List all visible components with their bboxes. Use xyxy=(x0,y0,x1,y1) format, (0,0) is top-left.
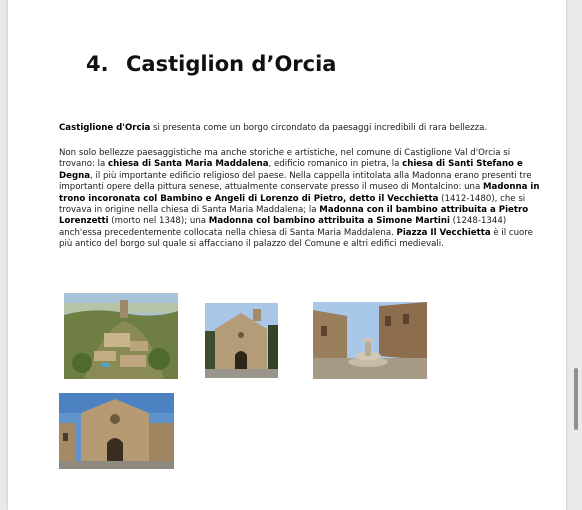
bold-text-run: Piazza Il Vecchietta xyxy=(396,227,491,238)
bold-text-run: Madonna in trono incoronata col Bambino e Angeli di Lorenzo di Pietro, detto il Vecchietta xyxy=(59,182,540,204)
piazza-photo xyxy=(313,302,427,379)
scrollbar-thumb[interactable] xyxy=(574,368,578,430)
history-paragraph xyxy=(59,148,547,251)
bold-text-run: Madonna con il bambino attribuita a Pietro Lorenzetti xyxy=(59,205,529,227)
text-run: (1412-1480), che si trovava in origine nella chiesa di Santa Maria Maddalena; la xyxy=(59,193,526,216)
bold-text-run: chiesa di Santi Stefano e Degna xyxy=(59,159,523,181)
stone-church-photo xyxy=(205,303,278,378)
church-facade-photo xyxy=(59,393,174,469)
text-run: , edificio romanico in pietra, la xyxy=(268,159,403,170)
text-run: (morto nel 1348); una xyxy=(108,216,209,227)
text-run: , il più importante edificio religioso del paese. Nella cappella intitolata alla Madonna erano presenti tre importanti opere della pittura senese, attualmente conservate presso il museo di Montalcino: una xyxy=(59,170,532,193)
section-number: 4. xyxy=(86,52,109,76)
intro-paragraph xyxy=(59,123,547,134)
section-title: Castiglion d’Orcia xyxy=(126,52,337,76)
bold-text-run: Castiglione d'Orcia xyxy=(59,123,151,133)
bold-text-run: chiesa di Santa Maria Maddalena xyxy=(108,159,269,170)
text-run: (1248-1344) anch'essa precedentemente collocata nella chiesa di Santa Maria Maddalena. xyxy=(59,216,507,238)
bold-text-run: Madonna col bambino attribuita a Simone Martini xyxy=(208,216,450,227)
village-aerial-photo xyxy=(64,293,178,379)
text-run: è il cuore più antico del borgo sul quale si affacciano il palazzo del Comune e altri edifici medievali. xyxy=(59,227,533,250)
text-run: si presenta come un borgo circondato da paesaggi incredibili di rara bellezza. xyxy=(150,123,488,133)
text-run: Non solo bellezze paesaggistiche ma anche storiche e artistiche, nel comune di Castiglione Val d'Orcia si trovano: la xyxy=(59,148,511,170)
section-heading xyxy=(86,52,336,76)
